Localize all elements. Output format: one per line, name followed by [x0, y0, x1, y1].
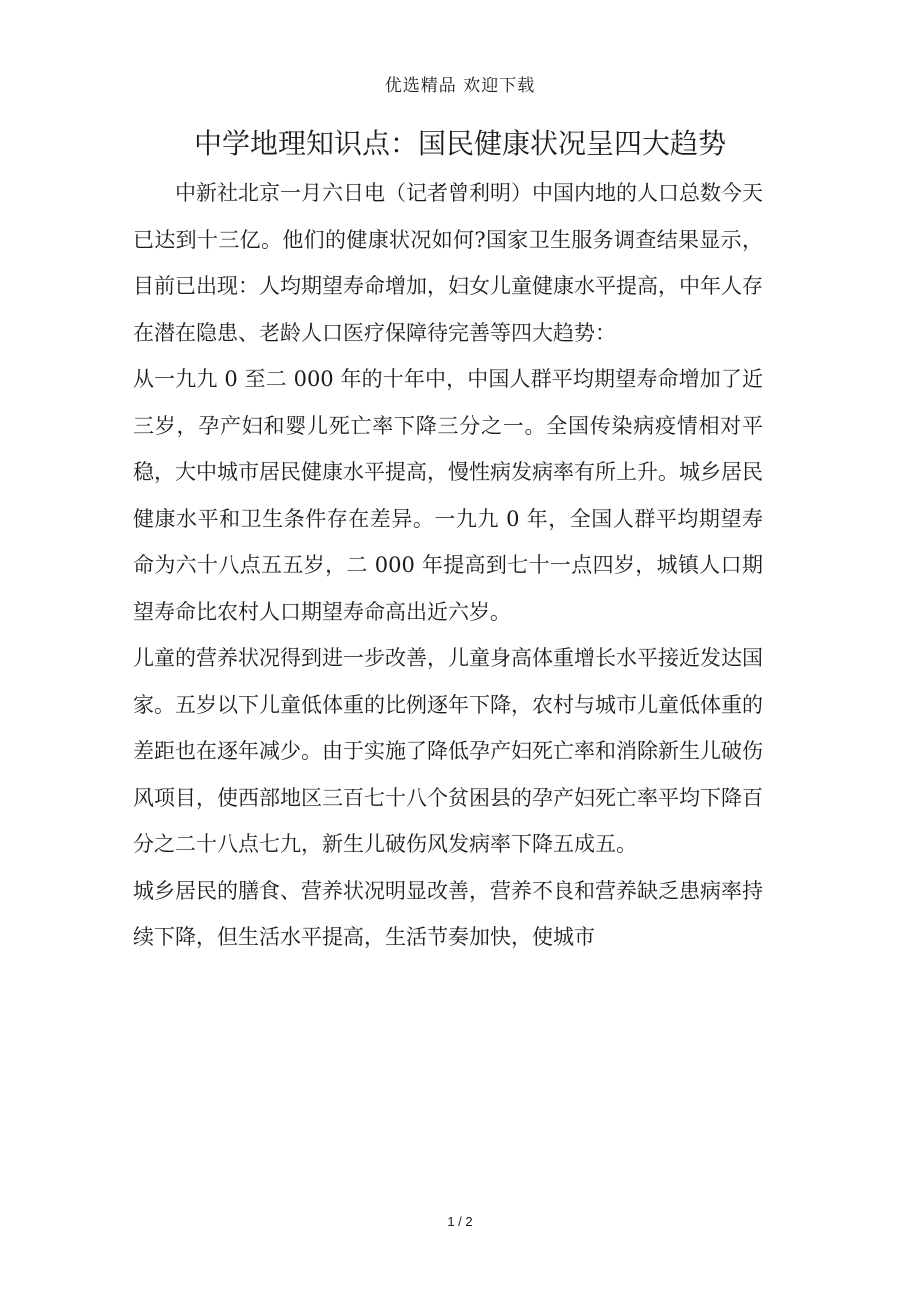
paragraph-intro: 中新社北京一月六日电（记者曾利明）中国内地的人口总数今天已达到十三亿。他们的健康状况如何?国家卫生服务调查结果显示，目前已出现：人均期望寿命增加，妇女儿童健康水平提高，中年人存在潜在隐患、老龄人口医疗保障待完善等四大趋势： — [133, 181, 763, 345]
page-header: 优选精品 欢迎下载 — [384, 76, 536, 96]
page-number: 1 / 2 — [447, 1214, 473, 1229]
paragraph-nutrition: 城乡居民的膳食、营养状况明显改善，营养不良和营养缺乏患病率持续下降，但生活水平提高，生活节奏加快，使城市 — [133, 878, 763, 949]
paragraph-child-health: 儿童的营养状况得到进一步改善，儿童身高体重增长水平接近发达国家。五岁以下儿童低体重的比例逐年下降，农村与城市儿童低体重的差距也在逐年减少。由于实施了降低孕产妇死亡率和消除新生儿破伤风项目，使西部地区三百七十八个贫困县的孕产妇死亡率平均下降百分之二十八点七九，新生儿破伤风发病率下降五成五。 — [133, 646, 763, 856]
document-title: 中学地理知识点：国民健康状况呈四大趋势 — [193, 127, 726, 160]
paragraph-life-expectancy: 从一九九 0 至二 000 年的十年中，中国人群平均期望寿命增加了近三岁，孕产妇和婴儿死亡率下降三分之一。全国传染病疫情相对平稳，大中城市居民健康水平提高，慢性病发病率有所上升。城乡居民健康水平和卫生条件存在差异。一九九 0 年，全国人群平均期望寿命为六十八点五五岁，二 000 年提高到七十一点四岁，城镇人口期望寿命比农村人口期望寿命高出近六岁。 — [133, 367, 763, 624]
document-body — [133, 170, 763, 961]
